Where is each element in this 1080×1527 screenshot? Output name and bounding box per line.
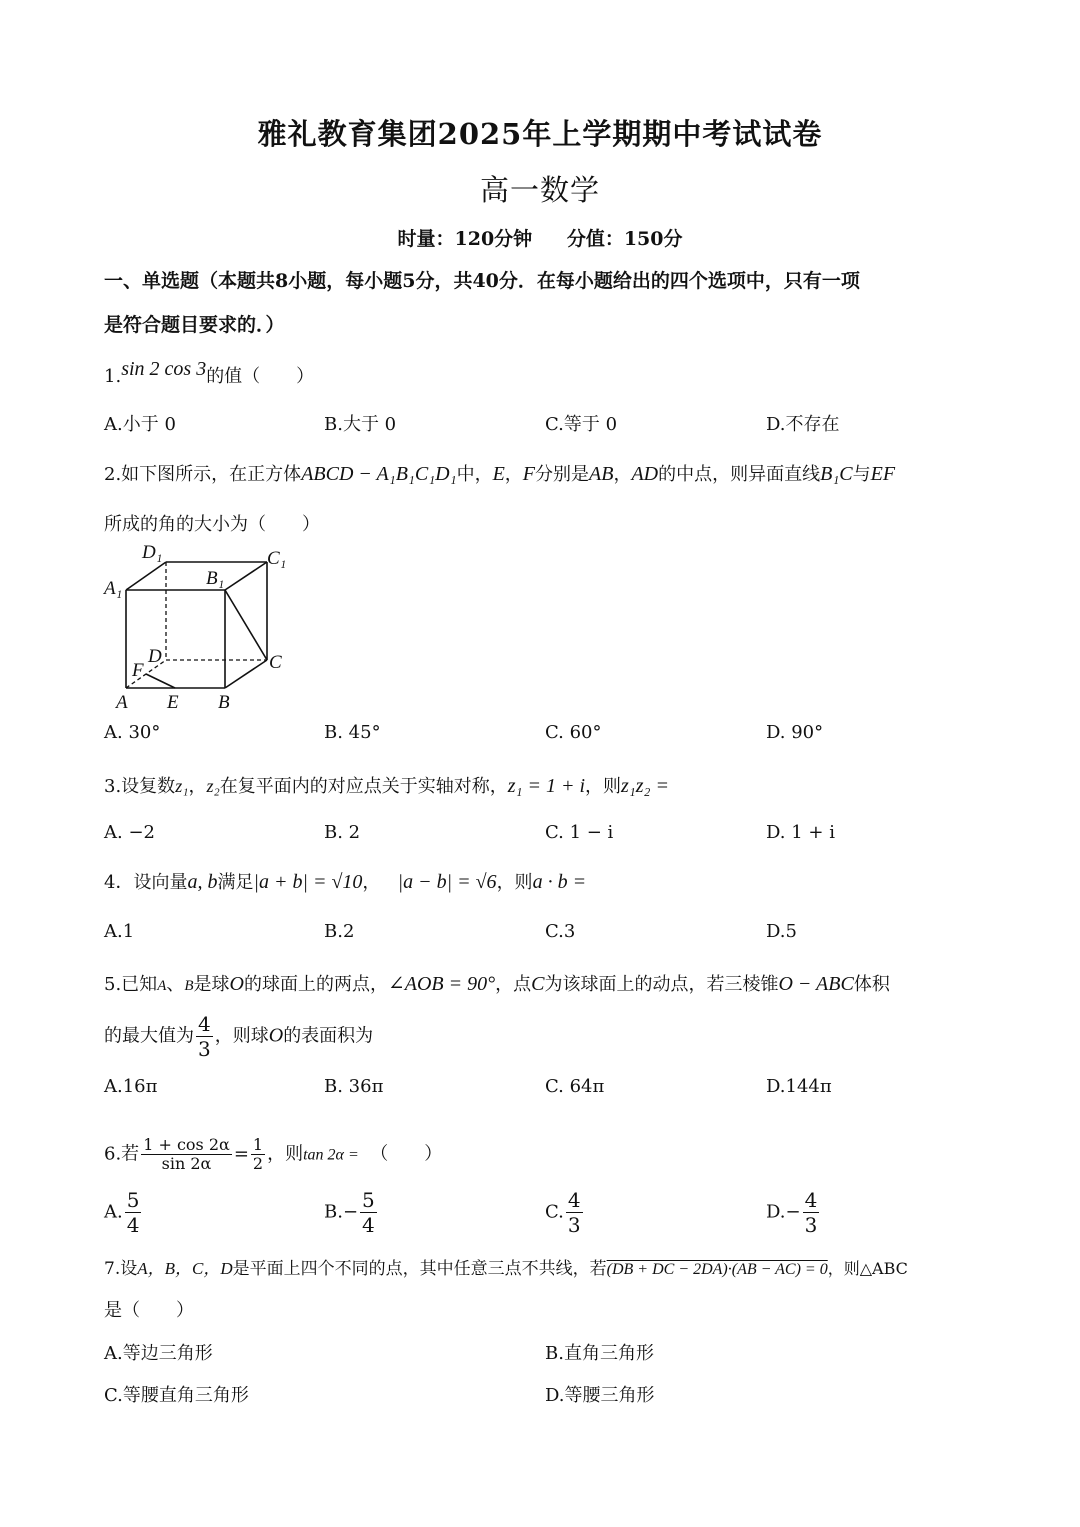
q6-fraction-2-numerator: 1 [252,1135,264,1154]
q5-option-c[interactable]: C. 64π [545,1076,605,1097]
q7-text-1: 7.设 [104,1259,138,1279]
q3-option-c[interactable]: C. 1 − i [545,822,614,843]
q6-fraction-1-denominator: sin 2α [161,1154,212,1173]
q7-option-d[interactable]: D.等腰三角形 [545,1385,655,1406]
q5-angle: ∠AOB = 90° [387,973,496,995]
q5-point-a: A [157,978,167,994]
q2-point-f: F [522,463,536,485]
cube-figure [100,538,300,718]
q4-option-b[interactable]: B.2 [324,921,355,942]
exam-title: 雅礼教育集团2025年上学期期中考试试卷 [257,117,823,151]
q5-point-c: C [531,973,545,995]
q3-product: z₁z₂ = [621,775,669,797]
q5-line2-text-c: 的表面积为 [283,1025,374,1047]
segment-ef [146,674,175,688]
q2-line-ef: EF [870,463,896,485]
q5-text-1: 5.已知 [104,974,158,995]
label-a: A [116,692,128,713]
q7-option-a[interactable]: A.等边三角形 [104,1343,213,1364]
label-b1: B₁ [206,568,225,589]
q2-segment-ab: AB [589,463,614,485]
q2-option-d[interactable]: D. 90° [766,722,824,743]
q3-option-d[interactable]: D. 1 + i [766,822,835,843]
label-c: C [269,652,282,673]
q3-sep: ， [188,776,207,797]
q5-line2-text-a: 的最大值为 [104,1025,194,1047]
q1-number: 1. [104,366,122,387]
q6-option-b[interactable] [324,1188,379,1237]
q4-sep: ， [362,872,381,893]
q6-option-d-sign: − [785,1201,801,1223]
q2-line-b1c: B₁C [820,463,853,485]
question-1 [104,358,315,388]
label-e: E [167,692,179,713]
q6-option-b-label: B. [324,1201,343,1223]
q5-option-b[interactable]: B. 36π [324,1076,384,1097]
question-7 [104,1254,908,1279]
q6-text-1: 6.若 [104,1143,140,1165]
q1-option-c[interactable]: C.等于 0 [545,414,618,435]
q4-option-c[interactable]: C.3 [545,921,576,942]
label-b: B [218,692,230,713]
q2-text-3: 分别是 [535,464,590,485]
q6-option-a[interactable] [104,1188,143,1237]
q1-expression: sin 2 cos 3 [121,358,207,380]
question-5 [104,970,890,996]
q7-option-b[interactable]: B.直角三角形 [545,1343,654,1364]
q6-fraction-1-numerator: 1 + cos 2α [143,1135,230,1154]
q3-text-3: ，则 [585,776,622,797]
q5-text-2: 是球 [193,974,230,995]
q6-option-b-numerator: 5 [362,1188,375,1212]
q6-text-3: （ ） [370,1143,443,1165]
q2-option-c[interactable]: C. 60° [545,722,602,743]
q2-text-2: 中， [456,464,493,485]
q3-text-2: 在复平面内的对应点关于实轴对称， [219,776,508,797]
q1-text: 的值（ ） [206,366,315,387]
q2-sep-2: ， [613,464,632,485]
question-2 [104,460,895,486]
q5-text-4: ，点 [495,974,532,995]
q6-fraction-2-denominator: 2 [252,1154,264,1173]
q5-fraction-numerator: 4 [198,1012,211,1036]
q6-option-d[interactable] [766,1188,821,1237]
segment-b1c [225,590,267,660]
q2-cube-name: ABCD − A₁B₁C₁D₁ [301,463,457,485]
q3-z2: z₂ [206,776,220,796]
q3-option-a[interactable]: A. −2 [104,822,155,843]
q6-option-a-label: A. [104,1201,123,1223]
question-6 [104,1136,442,1173]
q2-point-e: E [492,463,505,485]
q4-text-2: 满足 [217,872,254,893]
edge-a1d1 [126,562,166,590]
question-4 [104,868,586,894]
q3-text-1: 3.设复数 [104,776,176,797]
q5-fraction [196,1012,213,1061]
q3-z1: z₁ [175,776,189,796]
q5-sphere-o: O [229,973,244,995]
label-a1: A₁ [104,578,123,599]
exam-time: 时量：120分钟 [397,228,533,250]
edge-b1c1 [225,562,267,590]
q5-point-b: B [184,978,194,994]
q2-option-b[interactable]: B. 45° [324,722,381,743]
q6-equals: = [233,1143,249,1165]
q6-option-c-label: C. [545,1201,564,1223]
q3-option-b[interactable]: B. 2 [324,822,361,843]
q5-fraction-denominator: 3 [198,1037,211,1061]
q6-option-d-denominator: 3 [804,1213,818,1237]
q5-text-3: 的球面上的两点， [243,974,388,995]
q6-option-c-fraction [566,1188,583,1237]
label-d1: D₁ [142,542,163,563]
exam-subject: 高一数学 [479,173,600,207]
q6-option-a-fraction [125,1188,142,1237]
q6-tan: tan 2α = [303,1146,359,1164]
q7-option-c[interactable]: C.等腰直角三角形 [104,1385,249,1406]
q4-text-3: ，则 [496,872,533,893]
section1-heading-line2: 是符合题目要求的．） [104,314,285,336]
q5-text-5: 为该球面上的动点，若三棱锥 [544,974,779,995]
q6-option-a-numerator: 5 [126,1188,140,1212]
exam-meta [0,224,1080,251]
q2-option-a[interactable]: A. 30° [104,722,161,743]
q5-line2-text-b: ，则球 [214,1025,269,1047]
q7-expression: (DB + DC − 2DA)·(AB − AC) = 0 [606,1261,828,1278]
q7-text-2: 是平面上四个不同的点，其中任意三点不共线，若 [232,1259,607,1279]
q6-fraction-2 [251,1136,265,1173]
q2-text-5: 与 [852,464,871,485]
q5-text-6: 体积 [853,974,890,995]
q4-dot-product: a · b = [532,871,587,893]
q5-option-a[interactable]: A.16π [104,1076,158,1097]
edge-bc [225,660,267,688]
q6-option-b-sign: − [342,1201,359,1223]
q7-text-3: ，则△ABC [827,1259,908,1278]
q6-option-a-denominator: 4 [126,1213,140,1237]
q5-line2 [104,1012,373,1061]
q2-segment-ad: AD [631,463,659,485]
q2-line2: 所成的角的大小为（ ） [104,514,320,535]
q1-option-b[interactable]: B.大于 0 [324,414,397,435]
q4-option-a[interactable]: A.1 [104,921,135,942]
label-f: F [132,660,144,681]
q6-text-2: ，则 [267,1143,304,1165]
label-d: D [148,646,162,667]
q5-option-d[interactable]: D.144π [766,1076,832,1097]
q3-equation: z₁ = 1 + i [507,775,586,797]
label-c1: C₁ [267,548,287,569]
q6-option-d-label: D. [766,1201,786,1223]
q1-option-a[interactable]: A.小于 0 [104,414,176,435]
q6-option-d-numerator: 4 [804,1188,818,1212]
q5-sphere-o-2: O [268,1024,284,1047]
q4-vectors: a, b [187,871,218,893]
q6-option-d-fraction [803,1188,820,1237]
q6-option-c-denominator: 3 [567,1213,581,1237]
q2-text-4: 的中点，则异面直线 [658,464,821,485]
exam-score: 分值：150分 [566,228,683,250]
q4-condition-2: |a − b| = √6 [397,871,497,893]
q5-dun: 、 [166,974,185,995]
question-3 [104,772,669,798]
q4-option-d[interactable]: D.5 [766,921,797,942]
q4-text-1: 4．设向量 [104,872,188,893]
q1-option-d[interactable]: D.不存在 [766,414,840,435]
q6-fraction-1 [141,1136,232,1173]
q7-points: A，B，C，D [137,1259,233,1278]
q4-condition-1: |a + b| = √10 [253,871,363,893]
q5-pyramid: O − ABC [778,973,854,995]
q2-sep: ， [504,464,523,485]
q6-option-c[interactable] [545,1188,585,1237]
q6-option-b-denominator: 4 [362,1213,375,1237]
q2-text-1: 2.如下图所示，在正方体 [104,464,302,485]
q6-option-b-fraction [360,1188,377,1237]
q7-line2: 是（ ） [104,1300,194,1321]
section1-heading-line1: 一、单选题（本题共8小题，每小题5分，共40分．在每小题给出的四个选项中，只有一项 [104,270,860,292]
q6-option-c-numerator: 4 [567,1188,581,1212]
